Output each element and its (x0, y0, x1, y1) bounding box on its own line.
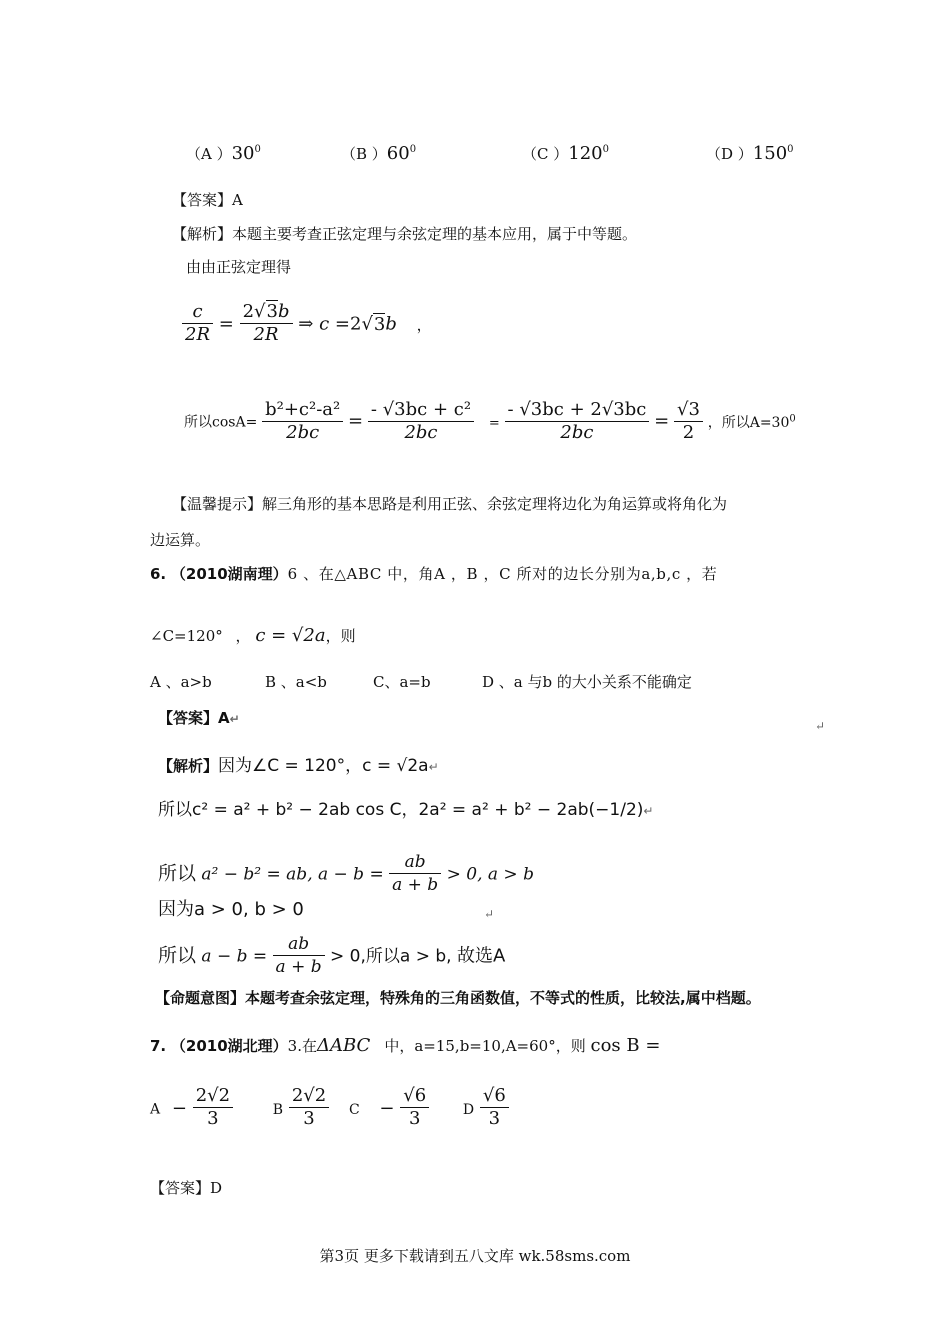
numerator: √6 (400, 1085, 429, 1108)
analysis-line: 因为a > 0, b > 0 (158, 899, 304, 920)
q6-analysis-5 (158, 934, 505, 979)
question-ask: cos B = (590, 1035, 661, 1056)
denominator: a + b (392, 875, 439, 895)
option-c-label: C (348, 1101, 360, 1118)
value: 30 (231, 143, 255, 164)
fraction-4 (674, 399, 703, 444)
option-d-label: D (462, 1101, 475, 1118)
conclusion: 故选A (456, 945, 506, 967)
option-c: C、a=b (373, 673, 431, 691)
q5-tip-line2: 边运算。 (150, 531, 211, 549)
var-b: b (385, 313, 397, 335)
fraction-2 (368, 399, 474, 444)
q5-option-a (186, 140, 261, 164)
implies-arrow: ⇒ (298, 313, 314, 335)
radicand: 3 (373, 313, 386, 335)
return-icon: ↵ (643, 804, 654, 818)
intent-label: 【命题意图】 (155, 989, 246, 1007)
numerator: - √3bc + c² (368, 399, 474, 422)
numerator: c (182, 301, 213, 324)
analysis-line: 所以c² = a² + b² − 2ab cos C，2a² = a² + b² − 2ab(−1/2) (158, 800, 644, 820)
option-b-fraction (289, 1085, 329, 1130)
q5-option-d (706, 140, 794, 164)
option-a: A 、a>b (150, 673, 212, 691)
q6-analysis-1 (158, 756, 439, 777)
var-b: b (277, 301, 290, 322)
q6-options (150, 672, 692, 692)
q7-options (150, 1086, 509, 1131)
option-value (568, 143, 609, 164)
equals-sign: = (348, 410, 364, 432)
option-c-fraction (400, 1085, 429, 1130)
denominator: a + b (275, 957, 322, 977)
numerator: - √3bc + 2√3bc (505, 399, 650, 422)
fraction-ab-over-a-plus-b (389, 851, 441, 896)
var-c: c (319, 313, 330, 335)
triangle-symbol: ΔABC (316, 1035, 371, 1056)
denominator: 2 (682, 422, 695, 443)
numerator: b²+c²-a² (262, 399, 343, 422)
denominator: 2bc (560, 422, 594, 443)
analysis-label: 【解析】 (172, 225, 233, 243)
minus-sign: − (379, 1097, 395, 1119)
q6-analysis-2 (158, 800, 653, 821)
option-value (753, 143, 794, 164)
value: 120 (568, 143, 603, 164)
answer-label: 【答案】 (158, 709, 219, 727)
tail: ，则 (325, 627, 356, 645)
option-label: （B ） (341, 145, 387, 163)
equals-sign: = (488, 415, 500, 431)
option-d: D 、a 与b 的大小关系不能确定 (482, 673, 692, 691)
q5-formula-cosine (184, 400, 796, 445)
tail-text: ，所以A=30 (707, 414, 790, 431)
option-a-label: A (150, 1101, 161, 1118)
angle-condition: ∠C=120° (150, 627, 223, 645)
question-text: 3.在 (287, 1037, 317, 1055)
fraction-c-over-2r (182, 301, 213, 346)
q6-answer (158, 708, 240, 729)
side-condition: c = √2a (255, 625, 326, 646)
sup: 0 (787, 144, 794, 155)
q5-analysis (172, 224, 637, 244)
expression-left: a² − b² = ab, a − b = (201, 864, 384, 885)
option-value (387, 143, 416, 164)
analysis-text: 本题主要考查正弦定理与余弦定理的基本应用，属于中等题。 (232, 225, 638, 243)
numerator: 2√2 (289, 1085, 329, 1108)
numerator: 2√3b (240, 301, 293, 324)
analysis-line: 因为∠C = 120°，c = √2a (218, 756, 429, 776)
denominator: 3 (303, 1108, 315, 1129)
q6-stem (150, 564, 717, 584)
expression-left: a − b = (201, 946, 268, 967)
numerator: 2√2 (193, 1085, 233, 1108)
minus-sign: − (171, 1097, 187, 1119)
option-b-label: B (272, 1101, 284, 1118)
fraction-2root3b-over-2r (240, 301, 293, 346)
fraction-ab-over-a-plus-b (273, 933, 325, 978)
option-label: （D ） (706, 145, 753, 163)
denominator: 2bc (404, 422, 438, 443)
comma: ， (416, 315, 432, 334)
equals-sign: = (218, 313, 234, 335)
q5-option-b (341, 140, 416, 164)
return-icon: ↵ (484, 907, 495, 921)
answer-label: 【答案】 (172, 191, 233, 209)
q6-condition (150, 626, 356, 646)
tip-label: 【温馨提示】 (172, 495, 263, 513)
prefix: 所以 (158, 944, 197, 967)
sup: 0 (254, 144, 261, 155)
denominator: 3 (207, 1108, 219, 1129)
q5-step1: 由由正弦定理得 (186, 258, 292, 276)
q7-answer (150, 1178, 222, 1198)
answer-value: A (232, 191, 243, 209)
numerator: √3 (674, 399, 703, 422)
value: 150 (752, 143, 788, 164)
sup: 0 (409, 144, 417, 155)
option-b: B 、a<b (265, 673, 327, 691)
expression-right: > 0,所以a > b, (330, 946, 452, 967)
value: 60 (386, 143, 410, 164)
denominator: 2bc (286, 422, 320, 443)
denominator: 2R (185, 324, 211, 345)
q6-analysis-3 (158, 852, 534, 897)
coef: 2 (242, 301, 255, 322)
q6-analysis-4 (158, 900, 304, 920)
return-icon: ↵ (815, 719, 826, 733)
option-value (232, 143, 261, 164)
denominator: 3 (408, 1108, 421, 1129)
coef: 2 (349, 313, 362, 335)
option-label: （A ） (186, 145, 232, 163)
equals-sign: = (334, 313, 350, 335)
separator: ， (235, 627, 251, 645)
equals-sign: = (654, 410, 670, 432)
question-text: 6 、在△ABC 中，角A ，B ，C 所对的边长分别为a,b,c ，若 (287, 565, 718, 583)
return-icon: ↵ (229, 712, 240, 726)
question-source: （2010湖南理） (170, 565, 288, 583)
question-source: （2010湖北理） (170, 1037, 288, 1055)
question-text: 中，a=15,b=10,A=60°，则 (384, 1037, 586, 1055)
denominator: 3 (488, 1108, 501, 1129)
formula-tail (707, 412, 796, 431)
question-number: 6. (150, 565, 167, 583)
radicand: 3 (266, 301, 278, 322)
option-label: （C ） (522, 145, 569, 163)
numerator: ab (389, 851, 441, 874)
analysis-label: 【解析】 (158, 757, 219, 775)
answer-label: 【答案】 (150, 1179, 211, 1197)
q5-tip (172, 494, 727, 514)
intent-text: 本题考查余弦定理，特殊角的三角函数值，不等式的性质，比较法,属中档题。 (245, 989, 761, 1007)
denominator: 2R (253, 324, 279, 345)
expression-right: > 0, a > b (446, 864, 534, 885)
q5-answer (172, 190, 243, 210)
page-footer: 第3页 更多下载请到五八文库 wk.58sms.com (319, 1247, 631, 1265)
option-d-fraction (480, 1085, 509, 1130)
numerator: √6 (480, 1085, 509, 1108)
fraction-1 (262, 399, 343, 444)
fraction-3 (505, 399, 650, 444)
formula-prefix: 所以cosA= (184, 414, 258, 431)
q7-stem (150, 1036, 660, 1056)
option-a-fraction (193, 1085, 233, 1130)
sup: 0 (789, 412, 796, 424)
answer-value: D (210, 1179, 223, 1197)
return-icon: ↵ (428, 760, 439, 774)
q6-intent (155, 988, 761, 1008)
q5-option-c (522, 140, 609, 164)
numerator: ab (273, 933, 325, 956)
answer-value: A (218, 709, 230, 727)
tip-text: 解三角形的基本思路是利用正弦、余弦定理将边化为角运算或将角化为 (262, 495, 728, 513)
prefix: 所以 (158, 862, 197, 885)
sup: 0 (602, 144, 609, 155)
question-number: 7. (150, 1037, 167, 1055)
q5-formula-sine-law: $\frac{c}{2R}$ = $\frac{2√3b}{2R}$ ⇒ c =2√3b ， (182, 302, 432, 347)
